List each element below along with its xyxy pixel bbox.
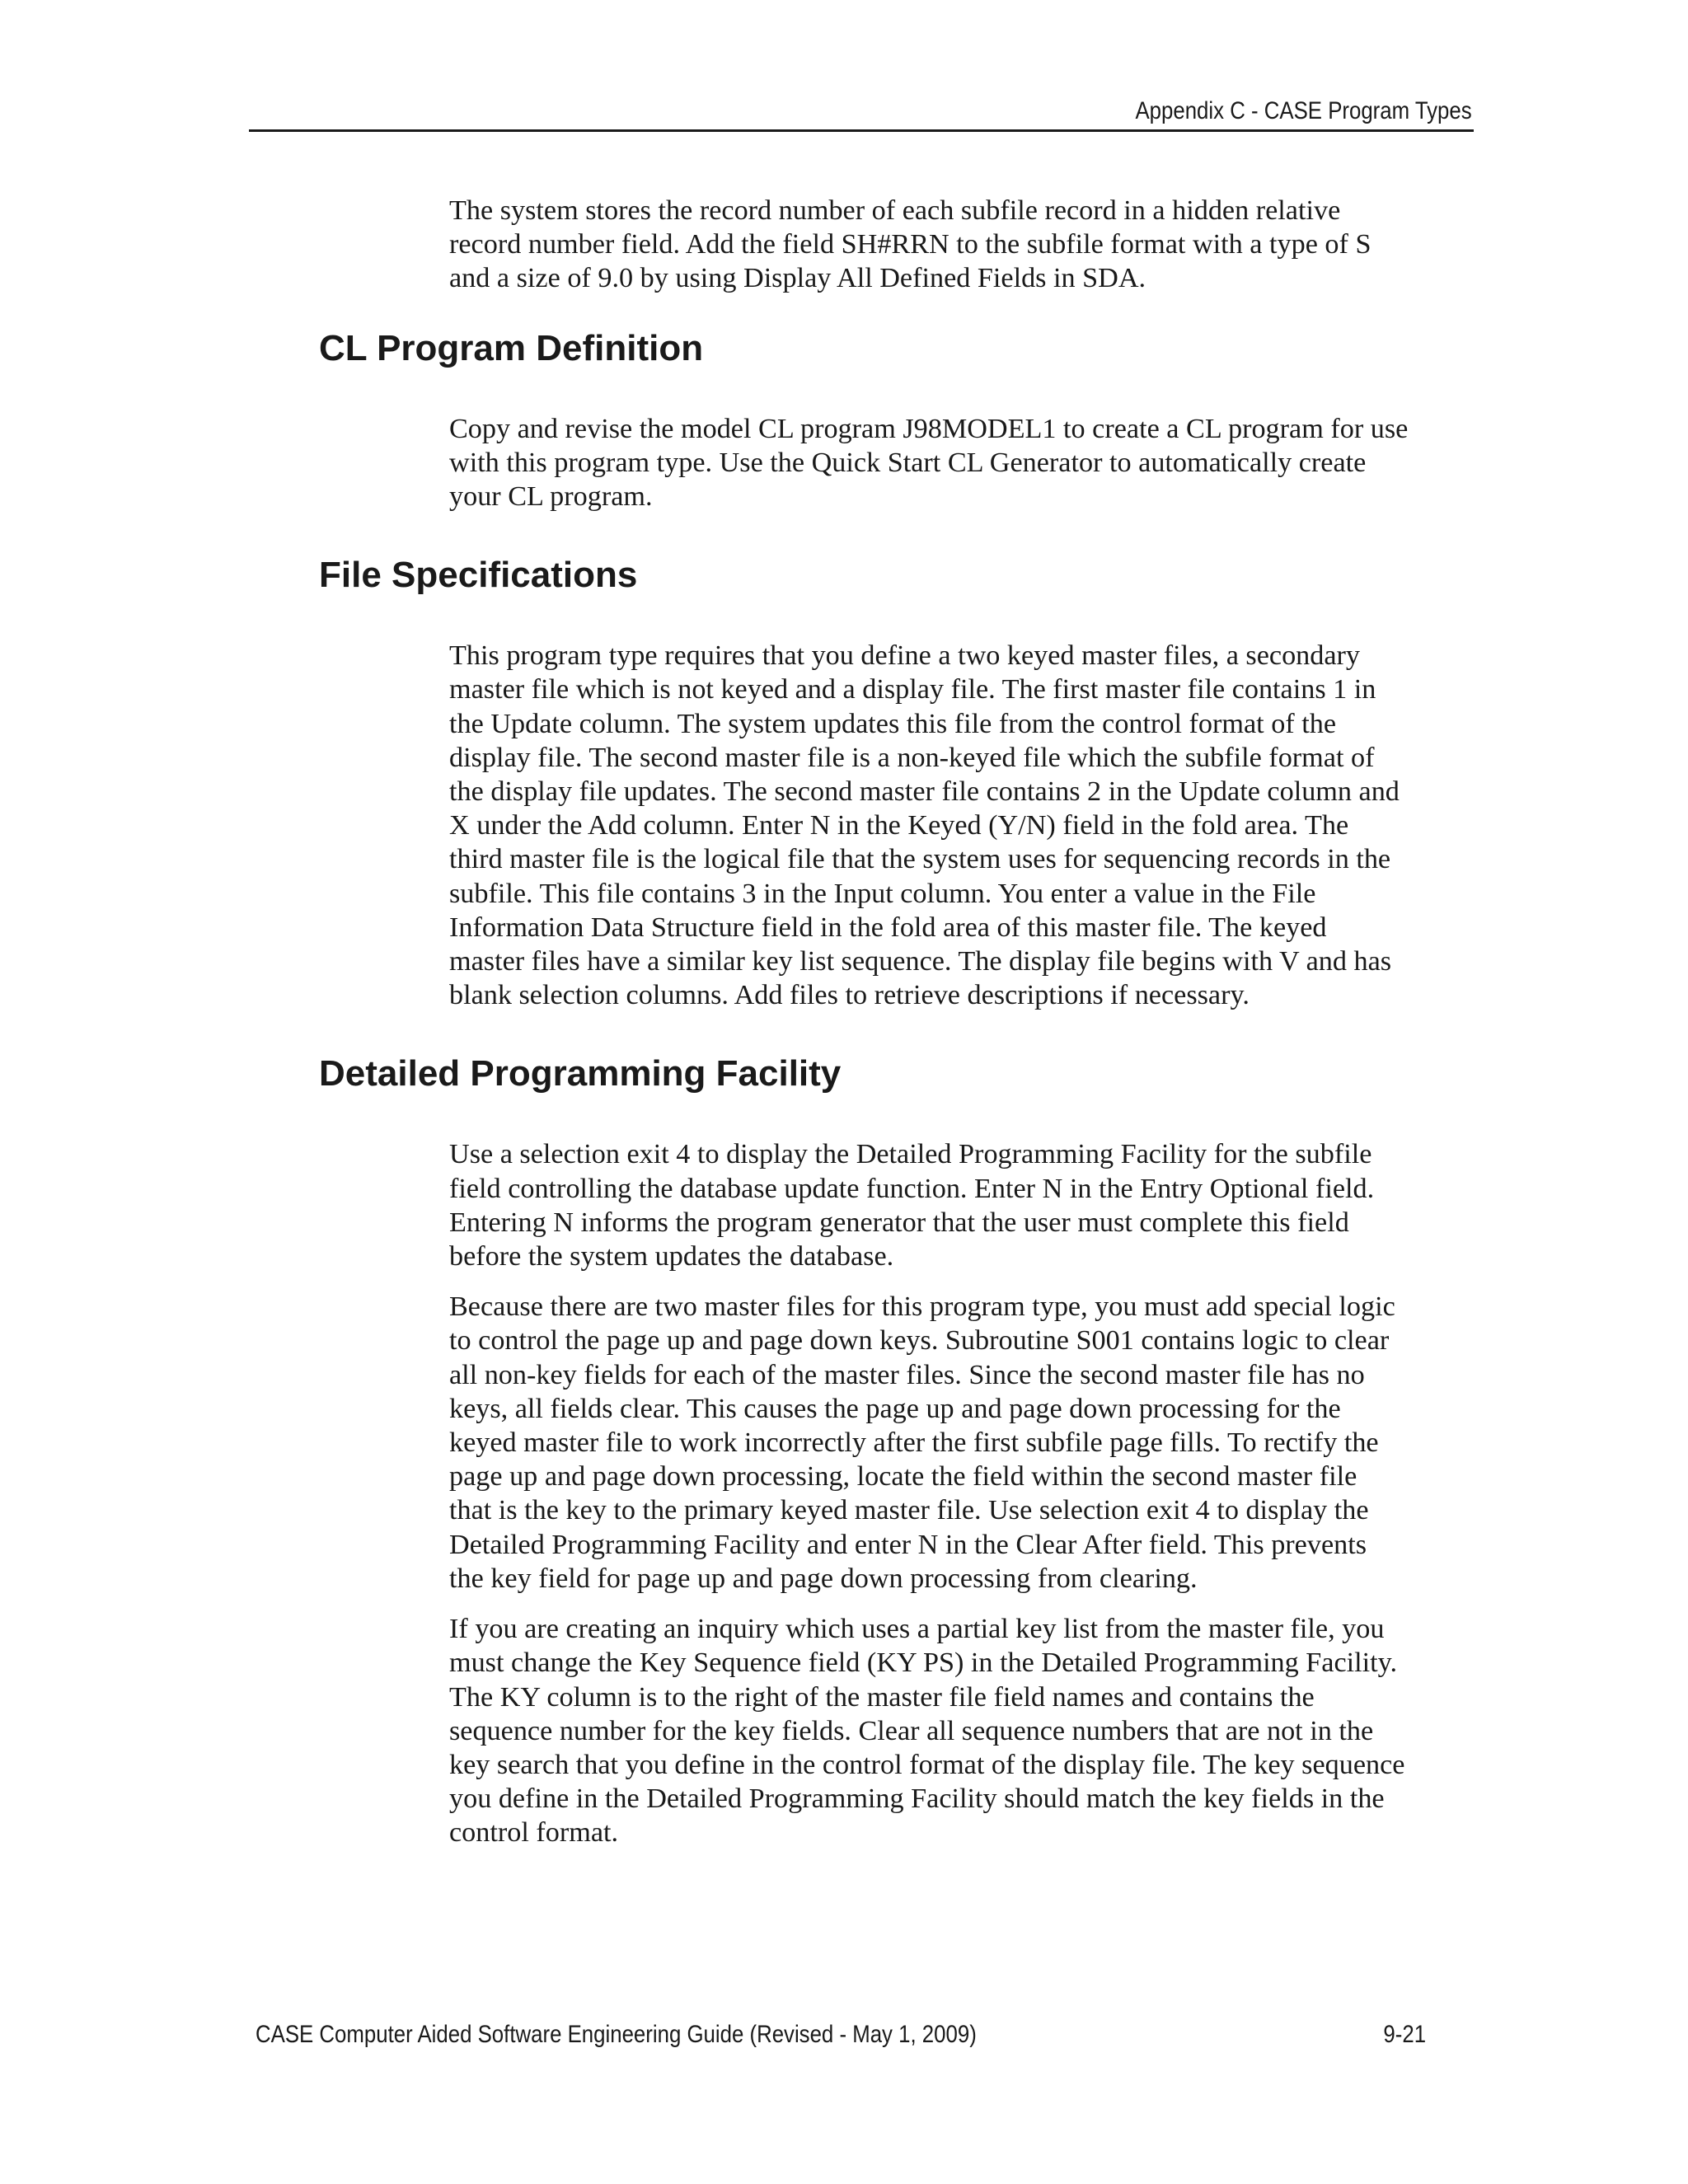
paragraph-line: control format.	[449, 1817, 619, 1849]
paragraph-line: the key field for page up and page down processing from clearing.	[449, 1563, 1198, 1594]
file-specifications-paragraph	[449, 639, 1479, 1012]
paragraph-line: blank selection columns. Add files to retrieve descriptions if necessary.	[449, 980, 1250, 1011]
paragraph-line: Copy and revise the model CL program J98MODEL1 to create a CL program for use	[449, 413, 1409, 444]
paragraph-line: subfile. This file contains 3 in the Input column. You enter a value in the File	[449, 878, 1316, 909]
paragraph-line: record number field. Add the field SH#RRN to the subfile format with a type of S	[449, 229, 1372, 260]
paragraph-line: master file which is not keyed and a display file. The first master file contains 1 in	[449, 674, 1376, 705]
running-header-title: Appendix C - CASE Program Types	[1135, 97, 1472, 124]
paragraph-line: keys, all fields clear. This causes the page up and page down processing for the	[449, 1393, 1341, 1424]
paragraph-line: all non-key fields for each of the master files. Since the second master file has no	[449, 1359, 1365, 1390]
page-content	[0, 194, 1688, 1867]
paragraph-line: the display file updates. The second master file contains 2 in the Update column and	[449, 776, 1400, 808]
dpf-paragraph-entry-optional	[449, 1137, 1479, 1273]
paragraph-line: field controlling the database update function. Enter N in the Entry Optional field.	[449, 1173, 1375, 1204]
paragraph-line: third master file is the logical file that the system uses for sequencing records in the	[449, 844, 1391, 875]
paragraph-line: This program type requires that you define a two keyed master files, a secondary	[449, 640, 1361, 672]
paragraph-line: Information Data Structure field in the fold area of this master file. The keyed	[449, 912, 1327, 943]
paragraph-line: If you are creating an inquiry which uses a partial key list from the master file, you	[449, 1614, 1385, 1645]
paragraph-line: key search that you define in the control format of the display file. The key sequence	[449, 1749, 1405, 1780]
paragraph-line: X under the Add column. Enter N in the Keyed (Y/N) field in the fold area. The	[449, 810, 1349, 841]
paragraph-line: before the system updates the database.	[449, 1241, 894, 1272]
dpf-paragraph-key-sequence	[449, 1612, 1479, 1849]
paragraph-line: and a size of 9.0 by using Display All Defined Fields in SDA.	[449, 263, 1146, 294]
paragraph-line: keyed master file to work incorrectly after the first subfile page fills. To rectify the	[449, 1427, 1379, 1459]
paragraph-line: your CL program.	[449, 481, 653, 513]
cl-program-paragraph	[449, 412, 1479, 514]
paragraph-line: Use a selection exit 4 to display the Detailed Programming Facility for the subfile	[449, 1139, 1372, 1170]
paragraph-line: Because there are two master files for this program type, you must add special logic	[449, 1291, 1395, 1323]
paragraph-line: The KY column is to the right of the master file field names and contains the	[449, 1681, 1315, 1713]
paragraph-line: with this program type. Use the Quick Start CL Generator to automatically create	[449, 447, 1367, 478]
paragraph-line: to control the page up and page down keys. Subroutine S001 contains logic to clear	[449, 1325, 1390, 1357]
section-heading-file-specifications: File Specifications	[319, 555, 638, 596]
paragraph-line: that is the key to the primary keyed master file. Use selection exit 4 to display the	[449, 1495, 1369, 1526]
paragraph-line: you define in the Detailed Programming Facility should match the key fields in the	[449, 1783, 1385, 1815]
paragraph-line: Detailed Programming Facility and enter N in the Clear After field. This prevents	[449, 1529, 1367, 1560]
paragraph-line: the Update column. The system updates this file from the control format of the	[449, 708, 1337, 739]
intro-paragraph	[449, 194, 1479, 296]
paragraph-line: The system stores the record number of each subfile record in a hidden relative	[449, 195, 1341, 226]
paragraph-line: master files have a similar key list sequence. The display file begins with V and has	[449, 946, 1392, 977]
paragraph-line: page up and page down processing, locate the field within the second master file	[449, 1461, 1357, 1493]
header-rule	[249, 129, 1474, 132]
section-heading-detailed-programming-facility: Detailed Programming Facility	[319, 1053, 842, 1094]
section-heading-cl-program-definition: CL Program Definition	[319, 327, 704, 368]
paragraph-line: must change the Key Sequence field (KY PS) in the Detailed Programming Facility.	[449, 1647, 1398, 1679]
dpf-paragraph-page-keys	[449, 1290, 1479, 1596]
paragraph-line: display file. The second master file is a non-keyed file which the subfile format of	[449, 742, 1375, 773]
paragraph-line: sequence number for the key fields. Clear all sequence numbers that are not in the	[449, 1715, 1374, 1746]
footer-page-number: 9-21	[1383, 2021, 1426, 2048]
paragraph-line: Entering N informs the program generator that the user must complete this field	[449, 1207, 1349, 1238]
footer-guide-title: CASE Computer Aided Software Engineering Guide (Revised - May 1, 2009)	[256, 2021, 977, 2048]
